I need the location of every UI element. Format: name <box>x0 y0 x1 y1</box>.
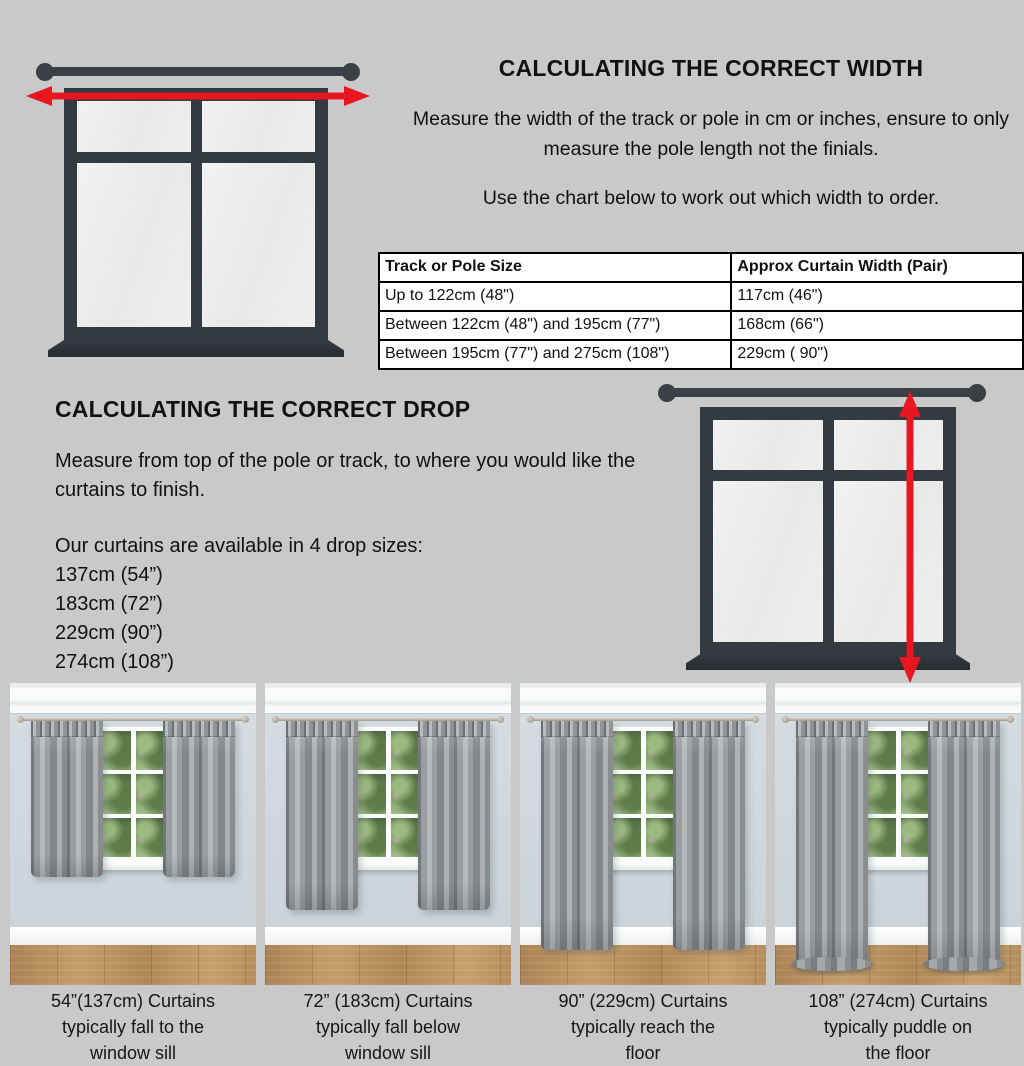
curtain-demo-panel-72 <box>265 683 511 985</box>
curtain-left <box>286 721 358 910</box>
pole-finial-right <box>342 63 360 81</box>
drop-section-text <box>55 447 640 677</box>
wood-floor <box>10 945 256 985</box>
curtain-demo-panel-90 <box>520 683 766 985</box>
window <box>94 727 172 861</box>
caption-line: typically reach the <box>570 1017 716 1037</box>
pole-finial-left <box>527 716 534 723</box>
size-table <box>378 252 1024 370</box>
panel-caption-72 <box>253 988 523 1066</box>
curtain-left <box>796 721 868 967</box>
window-sill <box>48 340 344 357</box>
track-size-cell: Between 122cm (48") and 195cm (77") <box>379 311 731 340</box>
drop-section-paragraph: Measure from top of the pole or track, to where you would like the curtains to finish. <box>55 450 636 501</box>
caption-line: 108” (274cm) Curtains <box>808 991 988 1011</box>
pole-finial-right <box>752 716 759 723</box>
ceiling-coving <box>10 683 256 714</box>
curtain-demo-panel-108 <box>775 683 1021 985</box>
curtain-left <box>31 721 103 877</box>
caption-line: window sill <box>89 1043 177 1063</box>
caption-line: window sill <box>344 1043 432 1063</box>
panel-caption-90 <box>508 988 778 1066</box>
drop-section-title: CALCULATING THE CORRECT DROP <box>55 396 471 422</box>
curtain-pole <box>666 388 986 397</box>
curtain-width-cell: 229cm ( 90") <box>731 340 1023 369</box>
pole-finial-right <box>968 384 986 402</box>
curtain-width-cell: 117cm (46") <box>731 282 1023 311</box>
width-measure-arrow-icon <box>24 84 372 108</box>
pole-finial-left <box>782 716 789 723</box>
track-size-cell: Between 195cm (77") and 275cm (108") <box>379 340 731 369</box>
window <box>64 88 328 340</box>
window <box>349 727 427 861</box>
drop-measure-arrow-icon <box>896 389 924 685</box>
drop-size-item: 274cm (108”) <box>55 651 174 673</box>
ceiling-coving <box>775 683 1021 714</box>
curtain-right <box>928 721 1000 967</box>
skirting-board <box>265 927 511 945</box>
col-header-curtain-width: Approx Curtain Width (Pair) <box>731 253 1023 282</box>
ceiling-coving <box>265 683 511 714</box>
panel-caption-54 <box>0 988 268 1066</box>
pole-finial-right <box>242 716 249 723</box>
track-size-cell: Up to 122cm (48") <box>379 282 731 311</box>
panel-caption-108 <box>763 988 1024 1066</box>
curtain-right <box>163 721 235 877</box>
caption-line: the floor <box>865 1043 931 1063</box>
curtain-pole <box>44 67 352 76</box>
window <box>604 727 682 861</box>
window-sill <box>686 653 970 670</box>
caption-line: 90” (229cm) Curtains <box>558 991 728 1011</box>
table-row <box>379 282 1023 311</box>
width-section-paragraph: Measure the width of the track or pole in cm or inches, ensure to only measure the pole length not the finials. <box>412 108 1010 160</box>
window <box>859 727 937 861</box>
caption-line: typically puddle on <box>823 1017 973 1037</box>
width-section-chart-note: Use the chart below to work out which width to order. <box>482 187 940 209</box>
pole-finial-left <box>36 63 54 81</box>
pole-finial-left <box>17 716 24 723</box>
table-row <box>379 311 1023 340</box>
drop-size-item: 137cm (54”) <box>55 564 163 586</box>
size-table-header-row <box>379 253 1023 282</box>
caption-line: floor <box>625 1043 661 1063</box>
drop-size-item: 183cm (72”) <box>55 593 163 615</box>
width-section-title: CALCULATING THE CORRECT WIDTH <box>498 55 924 81</box>
curtain-right <box>418 721 490 910</box>
curtain-left <box>541 721 613 950</box>
curtain-demo-panel-54 <box>10 683 256 985</box>
pole-finial-left <box>272 716 279 723</box>
drop-size-item: 229cm (90”) <box>55 622 163 644</box>
ceiling-coving <box>520 683 766 714</box>
table-row <box>379 340 1023 369</box>
caption-line: 72” (183cm) Curtains <box>303 991 473 1011</box>
wood-floor <box>265 945 511 985</box>
curtain-right <box>673 721 745 950</box>
drop-sizes-intro: Our curtains are available in 4 drop sizes: <box>55 535 423 557</box>
window-panes <box>77 101 315 327</box>
caption-line: typically fall below <box>315 1017 461 1037</box>
skirting-board <box>10 927 256 945</box>
pole-finial-right <box>1007 716 1014 723</box>
pole-finial-left <box>658 384 676 402</box>
caption-line: 54”(137cm) Curtains <box>50 991 216 1011</box>
wood-floor <box>520 945 766 985</box>
caption-line: typically fall to the <box>61 1017 205 1037</box>
curtain-width-cell: 168cm (66") <box>731 311 1023 340</box>
pole-finial-right <box>497 716 504 723</box>
col-header-track-size: Track or Pole Size <box>379 253 731 282</box>
